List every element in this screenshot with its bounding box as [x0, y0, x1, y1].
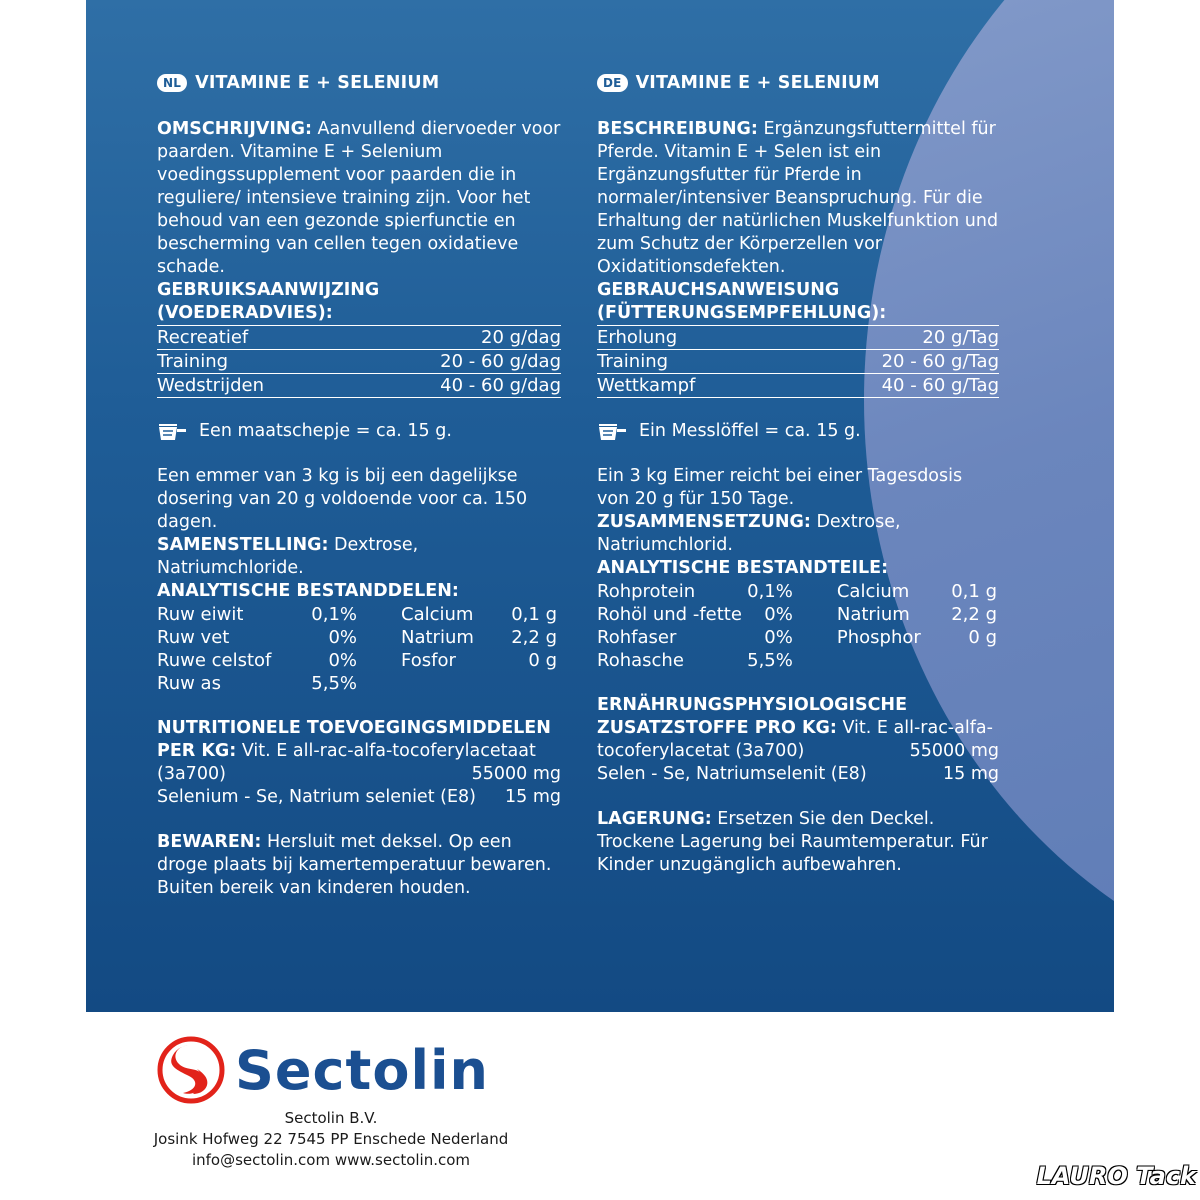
company-contact: info@sectolin.com www.sectolin.com [191, 1151, 471, 1169]
nl-analytic [157, 580, 561, 695]
de-storage: LAGERUNG: Ersetzen Sie den Deckel. Trockene Lagerung bei Raumtemperatur. Für Kinder unzugänglich aufbewahren. [597, 809, 988, 875]
de-additives-heading: ERNÄHRUNGSPHYSIOLOGISCHE [597, 695, 908, 715]
table-row: Recreatief 20 g/dag [157, 327, 561, 348]
table-row: Ruwe celstof 0% Fosfor 0 g [157, 650, 557, 671]
measuring-scoop-icon [157, 422, 187, 442]
nl-analytic-heading: ANALYTISCHE BESTANDDELEN: [157, 581, 459, 601]
table-row: Rohprotein 0,1% Calcium 0,1 g [597, 581, 997, 602]
de-usage-heading: GEBRAUCHSANWEISUNG (FÜTTERUNGSEMPFEHLUNG): [597, 279, 999, 326]
table-row: Rohöl und -fette 0% Natrium 2,2 g [597, 604, 997, 625]
de-bucket-note: Ein 3 kg Eimer reicht bei einer Tagesdosis von 20 g für 150 Tage. [597, 466, 963, 509]
nl-language-badge: NL [157, 74, 187, 92]
sectolin-logo [157, 1036, 489, 1104]
nl-usage-heading: GEBRUIKSAANWIJZING (VOEDERADVIES): [157, 279, 561, 326]
nl-composition: SAMENSTELLING: Dextrose, Natriumchloride. [157, 535, 419, 578]
table-row: Training 20 - 60 g/Tag [597, 351, 999, 372]
nl-analytic-table [157, 603, 557, 695]
table-row: Training 20 - 60 g/dag [157, 351, 561, 372]
table-row: Wettkampf 40 - 60 g/Tag [597, 375, 999, 396]
nl-title: VITAMINE E + SELENIUM [195, 72, 440, 93]
de-title: VITAMINE E + SELENIUM [635, 72, 880, 93]
nl-usage [157, 279, 561, 398]
table-row: Rohasche 5,5% [597, 650, 793, 671]
de-additives-line: ZUSATZSTOFFE PRO KG: Vit. E all-rac-alfa- [597, 718, 993, 738]
table-row: Ruw eiwit 0,1% Calcium 0,1 g [157, 604, 557, 625]
nl-storage: BEWAREN: Hersluit met deksel. Op een droge plaats bij kamertemperatuur bewaren. Buiten bereik van kinderen houden. [157, 832, 552, 898]
de-analytic-table [597, 580, 997, 672]
table-row: Ruw as 5,5% [157, 673, 357, 694]
company-name: Sectolin B.V. [284, 1109, 378, 1127]
de-description: BESCHREIBUNG: Ergänzungsfuttermittel für Pferde. Vitamin E + Selen ist ein Ergänzungsfutter für Pferde in normaler/intensiver Beanspruchung. Für die Erhaltung der natürlichen Muskelfunktion und zum Schutz der Körperzellen vor Oxidatitionsdefekten. [597, 119, 999, 277]
company-address: Josink Hofweg 22 7545 PP Enschede Nederland [153, 1130, 509, 1148]
de-analytic [597, 557, 999, 672]
de-additives [597, 694, 999, 786]
de-analytic-heading: ANALYTISCHE BESTANDTEILE: [597, 558, 889, 578]
brand-name: Sectolin [235, 1038, 489, 1102]
german-column [597, 68, 999, 877]
measuring-scoop-icon [597, 422, 627, 442]
de-feeding-table [597, 326, 999, 398]
nl-description: OMSCHRIJVING: Aanvullend diervoeder voor paarden. Vitamine E + Selenium voedingssupplement voor paarden die in reguliere/ intensieve training zijn. Voor het behoud van een gezonde spierfunctie en bescherming van cellen tegen oxidatieve schade. [157, 119, 561, 277]
nl-heading [157, 68, 561, 98]
table-row: Erholung 20 g/Tag [597, 327, 999, 348]
list-item: (3a700) 55000 mg [157, 764, 561, 784]
list-item: tocoferylacetat (3a700) 55000 mg [597, 741, 999, 761]
de-language-badge: DE [597, 74, 628, 92]
de-scoop-note: Ein Messlöffel = ca. 15 g. [597, 420, 999, 443]
sectolin-emblem-icon [157, 1036, 225, 1104]
de-usage [597, 279, 999, 398]
nl-scoop-note: Een maatschepje = ca. 15 g. [157, 420, 561, 443]
dutch-column [157, 68, 561, 900]
nl-additives-heading: NUTRITIONELE TOEVOEGINGSMIDDELEN [157, 718, 551, 738]
nl-additives-line: PER KG: Vit. E all-rac-alfa-tocoferylacetaat [157, 741, 536, 761]
de-composition: ZUSAMMENSETZUNG: Dextrose, Natriumchlorid. [597, 512, 901, 555]
nl-additives [157, 717, 561, 809]
list-item: Selenium - Se, Natrium seleniet (E8) 15 mg [157, 787, 561, 807]
table-row: Ruw vet 0% Natrium 2,2 g [157, 627, 557, 648]
nl-feeding-table [157, 326, 561, 398]
list-item: Selen - Se, Natriumselenit (E8) 15 mg [597, 764, 999, 784]
nl-bucket-note: Een emmer van 3 kg is bij een dagelijkse dosering van 20 g voldoende voor ca. 150 dagen. [157, 466, 528, 532]
de-heading [597, 68, 999, 98]
table-row: Wedstrijden 40 - 60 g/dag [157, 375, 561, 396]
table-row: Rohfaser 0% Phosphor 0 g [597, 627, 997, 648]
watermark: LAURO Tack [1036, 1162, 1196, 1190]
